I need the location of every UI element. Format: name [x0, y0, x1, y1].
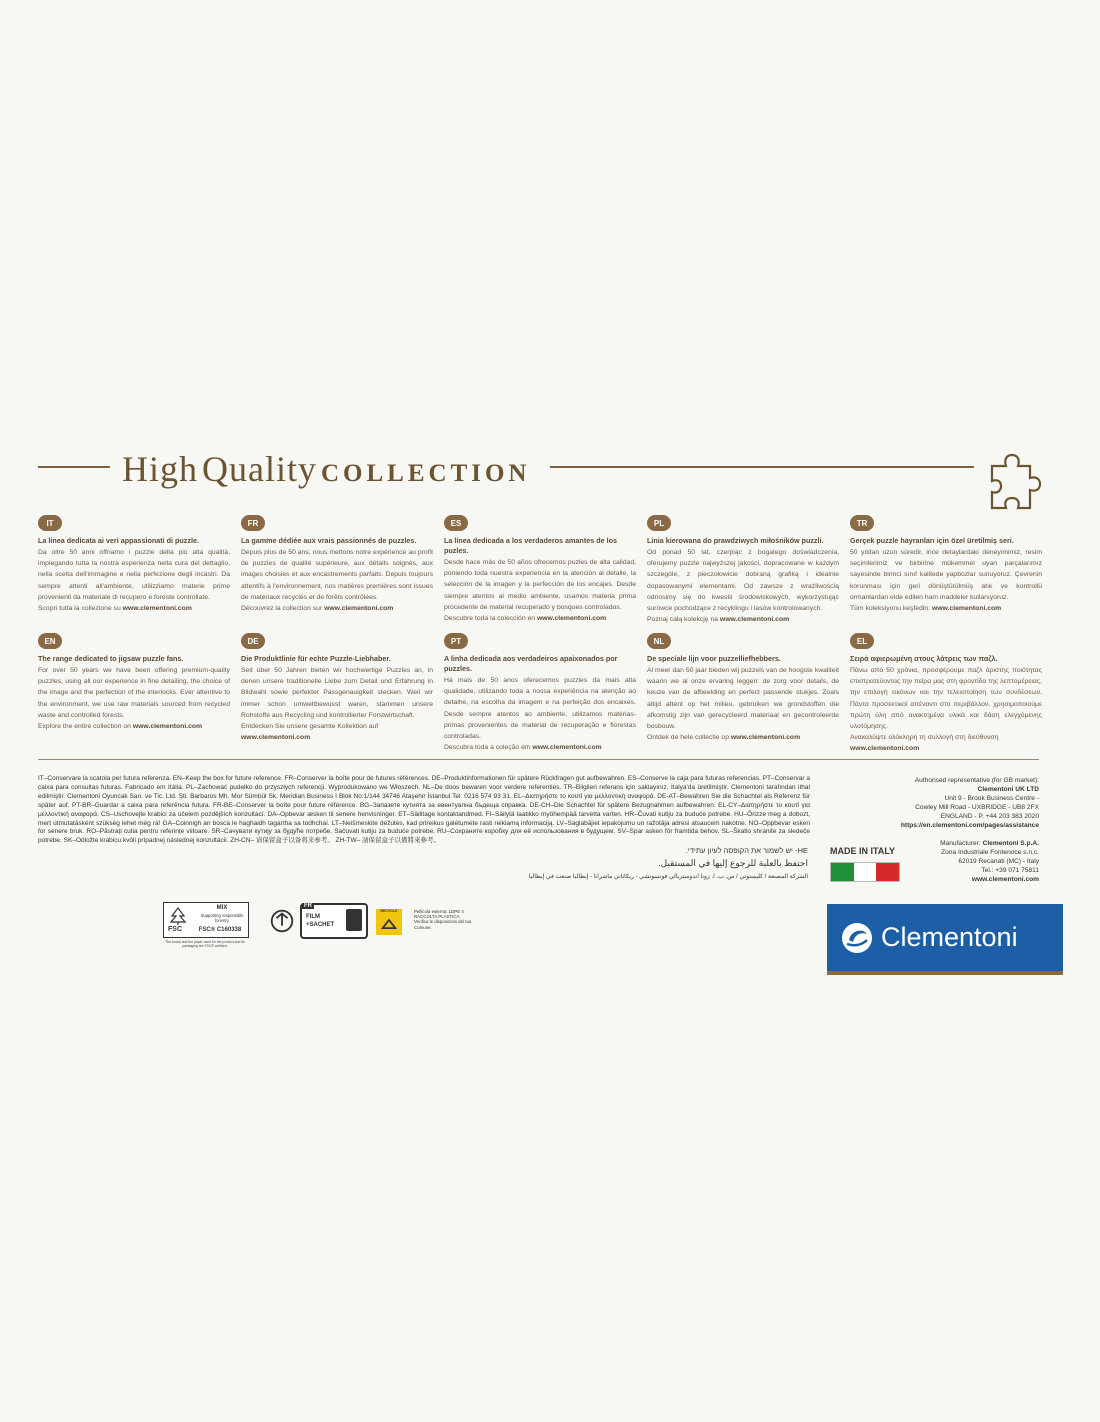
lang-block-nl — [647, 633, 839, 743]
lang-body: Seit über 50 Jahren bieten wir hochwertige Puzzles an, in denen unsere traditionelle Liebe zum Detail und Erfahrung in Bildwahl sowie perfekter Passgenauigkeit stecken. Weil wir immer schon umweltbewusst waren, stammen unsere Rohstoffe aus Recycling und kontrollierter Forstwirtschaft. — [241, 667, 433, 719]
lang-link-url[interactable]: www.clementoni.com — [532, 744, 602, 752]
lang-link-url[interactable]: www.clementoni.com — [931, 605, 1002, 613]
recycling-fr: FR — [304, 903, 312, 909]
lang-link-line — [850, 603, 1042, 614]
lang-badge: PT — [444, 633, 468, 649]
lang-body: 50 yıldan uzun süredir, ince detaylardaki deneyimimiz, resim seçimlerimiz ve birbirine mükemmel uyan parçalarımız sayesinde birinci sınıf kalitede yapbozlar sunuyoruz. Çevrenin korunması için geri dönüştürülmüş atık ve kontrollü ormanlardan elde edilen ham maddeler kullanıyoruz. — [850, 549, 1042, 601]
film-sachet-icon — [300, 903, 368, 939]
lang-heading: La línea dedicada a los verdaderos amantes de los puzles. — [444, 536, 617, 555]
fsc-sub: Supporting responsible forestry — [200, 913, 244, 923]
fsc-note: The board and the paper used for the product and its packaging are FSC® certified. — [165, 940, 245, 948]
manufacturer-info — [839, 840, 1039, 885]
recycling-sachet: +SACHET — [306, 922, 335, 928]
lang-link-text: Descubre toda la colección en — [444, 615, 537, 623]
recycle-yellow-icon — [376, 909, 402, 935]
recycling-film: FILM — [306, 914, 320, 920]
lang-heading: Die Produktlinie für echte Puzzle-Liebhaber. — [241, 654, 391, 663]
multilingual-notice: IT–Conservare la scatola per futura referenza. EN–Keep the box for future reference. FR–Conserver la boîte pour de futures références. DE–Produktinformationen für spätere Rückfragen gut aufbewahren. ES–Conserve la caja para futuras referencias. PT–Conservar a caixa para consultas futuras. Fabricado em Itália. PL–Zachować pudełko do przyszłych referencji. Wyprodukowano we Włoszech. NL–De doos bewaren voor verdere referenties. TR–Bilgileri referans için saklayınız. İtalya'da üretilmiştir. Clementoni tarafından ithal edilmiştir. Clementoni Oyuncak San. ve Tic. Ltd. Şti. Barbaros Mh. Mor Sümbül Sk. Meridian Business I Blok No:1/144 34746 Ataşehir İstanbul Tel: 0216 574 93 31. EL–Διατηρήστε το κουτί για μελλοντική αναφορά. DE-AT–Bewahren Sie die Schachtel als Referenz für später auf. PT-BR–Guardar a caixa para referência futura. FR-BE–Conserver la boîte pour future référence. BG–Запазете кутията за евентуална бъдеща справка. DE-CH–Die Schachtel für spätere Bezugnahmen aufbewahren. EL-CY–Διατηρήστε το κουτί για μελλοντική αναφορά. CS–Uschovejte krabici za účelem pozdějších konzultací. DA–Opbevar æsken til senere henvisninger. ET–Säilitage kontaktandmed. FI–Säilytä laatikko myöhempää tarvetta varten. HR–Čuvati kutiju za buduće potrebe. HU–Őrizze meg a dobozt, mert útmutatásként szükség lehet még rá! GA–Coinnigh an bosca le haghaidh tagartha sa todhchaí. LT–Neišmeskite dėžutės, kad prireikus galėtumėte rasti reikiamą informaciją. LV–Saglabājiet iepakojumu un ražotāja adresi atsaucem nakotne. NO–Oppbevar esken for senere bruk. RO–Păstrați cutia pentru referințe viitoare. SR–Сачувати кутију за будуће потребе. Sačuvati kutiju za buduće potrebe. RU–Сохраните коробку для её использования в будущем. SV–Spar asken för framtida behov. SL–Škatlo shranite za sledeče potrebe. SK–Odložte krabicu kvôli prípadnej následnej konzultácii. ZH-CN– 请保留盒子以备将来参考。 ZH-TW– 請保留盒子以備將來參考。 — [38, 775, 810, 845]
lang-block-pl — [647, 515, 839, 625]
lang-link-line — [38, 721, 230, 732]
lang-link-line — [444, 742, 636, 753]
lang-heading: A linha dedicada aos verdadeiros apaixonados por puzzles. — [444, 654, 618, 673]
title-word-collection: COLLECTION — [320, 460, 531, 487]
section-divider — [38, 759, 1039, 760]
lang-link-url[interactable]: www.clementoni.com — [132, 723, 203, 731]
lang-link-text: Découvrez la collection sur — [241, 605, 325, 613]
lang-link-url[interactable]: www.clementoni.com — [719, 616, 790, 624]
hebrew-notice: HE- יש לשמור את הקופסה לעיון עתידי. — [685, 846, 808, 855]
lang-heading: Linia kierowana do prawdziwych miłośników puzzli. — [647, 536, 824, 545]
recycle-label: RECYCLE — [380, 909, 398, 913]
manu-label-line — [839, 840, 1039, 849]
lang-badge: PL — [647, 515, 671, 531]
lang-block-es — [444, 515, 636, 624]
lang-block-pt — [444, 633, 636, 753]
lang-link-line — [38, 603, 230, 614]
lang-body: Da oltre 50 anni offriamo i puzzle della più alta qualità, impiegando tutta la nostra esperienza nella cura del dettaglio, nella scelta dell'immagine e nella perfezione degli incastri. Da sempre attenti all'ambiente, utilizziamo materie prime provenienti da materiale di recupero e foreste controllate. — [38, 549, 230, 601]
rep-line: Cowley Mill Road - UXBRIDGE - UB8 2FX — [915, 803, 1039, 811]
authorised-representative — [839, 777, 1039, 830]
lang-link-line — [850, 732, 1042, 754]
lang-body: Desde hace más de 50 años ofrecemos puzles de alta calidad, poniendo toda nuestra experiencia en la atención al detalle, la selección de la imagen y la perfección de los encajes. Desde siempre atentos al medio ambiente, usamos materia prima procedente de material recuperado y bosques controlados. — [444, 559, 636, 611]
lang-link-url[interactable]: www.clementoni.com — [324, 605, 394, 613]
recycling-hand-icon — [268, 907, 296, 935]
lang-badge: EL — [850, 633, 874, 649]
title-word-quality: Quality — [202, 449, 317, 489]
rep-label: Authorised representative (for GB market): — [914, 777, 1039, 784]
bin-icon — [346, 909, 362, 931]
rep-line: ENGLAND - P. +44 203 383 2020 — [940, 812, 1039, 820]
lang-badge: NL — [647, 633, 671, 649]
lang-body: Há mais de 50 anos oferecemos puzzles da mais alta qualidade, utilizando toda a nossa experiência na atenção ao detalhe, na escolha da imagem e na perfeição dos encaixes. Desde sempre atentos ao ambiente, utilizamos matérias-primas provenientes de material de recuperação e florestas controladas. — [444, 677, 636, 741]
lang-link-text: Descubra toda a coleção em — [444, 744, 533, 752]
lang-block-de — [241, 633, 433, 743]
title-word-high: High — [122, 449, 198, 489]
lang-block-fr — [241, 515, 433, 614]
manu-line: Zona Industriale Fontenoce s.n.c. — [941, 848, 1039, 856]
lang-heading: La linea dedicata ai veri appassionati di puzzle. — [38, 536, 199, 545]
lang-badge: FR — [241, 515, 265, 531]
lang-body: Πάνω από 50 χρόνια, προσφέρουμε παζλ άριστης ποιότητας επιστρατεύοντας την πείρα μας στη φροντίδα της λεπτομέρειας, την επιλογή εικόνων και την τελειοποίηση των συνδέσεων. Πάντα προσεκτικοί απέναντι στο περιβάλλον, χρησιμοποιούμε πρώτη ύλη από ανακτημένα υλικά και δάση ελεγχόμενης υλοτόμησης. — [850, 667, 1042, 731]
lang-link-url[interactable]: www.clementoni.com — [536, 615, 607, 623]
lang-body: For over 50 years we have been offering premium-quality puzzles, using all our experience in fine detailing, the choice of the image and the perfection of the interlocks. Ever attentive to the environment, we use raw materials sourced from recycled waste and controlled forests. — [38, 667, 230, 719]
title-rule-left — [38, 466, 110, 468]
title-rule-right — [550, 466, 974, 468]
lang-link-url[interactable]: www.clementoni.com — [122, 605, 192, 613]
arabic-manufacturer-notice: الشركة المصنعة / كليمنتوني / س. ب. ا. زونا اندوستريالي فونتينوتشي - ريكاناتي ماشراتا - إيطاليا صنعت في إيطاليا — [528, 874, 808, 880]
lang-link-url[interactable]: www.clementoni.com — [850, 745, 920, 753]
manu-label: Manufacturer: — [940, 840, 983, 847]
lang-badge: IT — [38, 515, 62, 531]
manu-name: Clementoni S.p.A. — [982, 840, 1039, 847]
lang-heading: De speciale lijn voor puzzelliefhebbers. — [647, 654, 781, 663]
lang-link-text: Ανακαλύψτε ολόκληρη τη συλλογή στη διεύθυνση — [850, 734, 999, 742]
lang-block-it — [38, 515, 230, 614]
lang-badge: EN — [38, 633, 62, 649]
fsc-text-label: FSC — [168, 926, 182, 933]
lang-block-en — [38, 633, 230, 732]
lang-heading: Σειρά αφιερωμένη στους λάτρεις των παζλ. — [850, 654, 998, 663]
puzzle-piece-icon — [988, 452, 1042, 512]
fsc-code: FSC® C160338 — [198, 927, 242, 933]
lang-heading: The range dedicated to jigsaw puzzle fans. — [38, 654, 184, 663]
lang-link-url[interactable]: www.clementoni.com — [730, 734, 801, 742]
lang-heading: Gerçek puzzle hayranları için özel üretilmiş seri. — [850, 536, 1014, 545]
lang-heading: La gamme dédiée aux vrais passionnés de puzzles. — [241, 536, 417, 545]
fsc-mix: MIX — [216, 905, 228, 911]
lang-badge: DE — [241, 633, 265, 649]
lang-link-line — [241, 721, 433, 743]
made-in-italy-label: MADE IN ITALY — [830, 846, 896, 856]
lang-link-line — [444, 613, 636, 624]
lang-link-text: Poznaj całą kolekcję na — [647, 616, 720, 624]
lang-badge: ES — [444, 515, 468, 531]
lang-link-text: Tüm koleksiyonu keşfedin: — [850, 605, 932, 613]
brand-name: Clementoni — [881, 922, 1018, 952]
clementoni-logo — [827, 904, 1063, 975]
lang-body: Depuis plus de 50 ans, nous mettons notre expérience au profit de puzzles de qualité supérieure, aux détails soignés, aux images choisies et aux encastrements parfaits. Depuis toujours attentifs à l'environnement, nos matières premières sont issues de matériaux recyclés et de forêts contrôlées. — [241, 549, 433, 601]
rep-line: Unit 9 - Brook Business Centre - — [944, 794, 1039, 802]
fsc-tree-icon — [168, 906, 188, 926]
clementoni-swirl-icon — [839, 920, 875, 956]
lang-link-url[interactable]: www.clementoni.com — [241, 734, 311, 742]
rep-url: https://en.clementoni.com/pages/assistance — [900, 821, 1039, 829]
lang-body: Od ponad 50 lat, czerpiąc z bogatego doświadczenia, oferujemy puzzle najwyższej jakości, dopracowane w każdym szczególe, z pieczołowicie dobraną grafiką i idealnie dopasowanymi elementami. Od zawsze z wrażliwością odnosimy się do kwestii środowiskowych, wykorzystując surowce pochodzące z recyklingu i lasów kontrolowanych. — [647, 549, 839, 613]
manu-url: www.clementoni.com — [971, 875, 1039, 883]
lang-link-text: Entdecken Sie unsere gesamte Kollektion auf — [241, 723, 379, 731]
recycling-text: Pellicola esterna: LDPE 4 RACCOLTA PLASTICA. Verifica le disposizioni del tuo Comune. — [414, 909, 472, 930]
lang-link-line — [647, 732, 839, 743]
rep-name: Clementoni UK LTD — [977, 785, 1039, 793]
manu-line: 62019 Recanati (MC) - Italy — [958, 857, 1039, 865]
lang-link-text: Explore the entire collection on — [38, 723, 133, 731]
lang-body: Al meer dan 50 jaar bieden wij puzzels van de hoogste kwaliteit waarin we al onze ervaring leggen: de zorg voor details, de keuze van de afbeelding en perfect passende stukjes. Zoals altijd attent op het milieu, gebruiken we grondstoffen die afkomstig zijn van gerecycleerd materiaal en gecontroleerde bosbouw. — [647, 667, 839, 731]
collection-title — [122, 448, 530, 490]
lang-block-el — [850, 633, 1042, 755]
lang-link-text: Scopri tutta la collezione su — [38, 605, 123, 613]
fsc-label — [163, 902, 249, 938]
lang-link-text: Ontdek de hele collectie op — [647, 734, 731, 742]
lang-link-line — [241, 603, 433, 614]
recycle-arrow-icon — [380, 917, 398, 932]
lang-block-tr — [850, 515, 1042, 614]
arabic-notice: احتفظ بالعلبة للرجوع إليها في المستقبل. — [658, 858, 808, 868]
manu-line: Tel.: +39 071 75811 — [981, 866, 1039, 874]
lang-link-line — [647, 614, 839, 625]
lang-badge: TR — [850, 515, 874, 531]
